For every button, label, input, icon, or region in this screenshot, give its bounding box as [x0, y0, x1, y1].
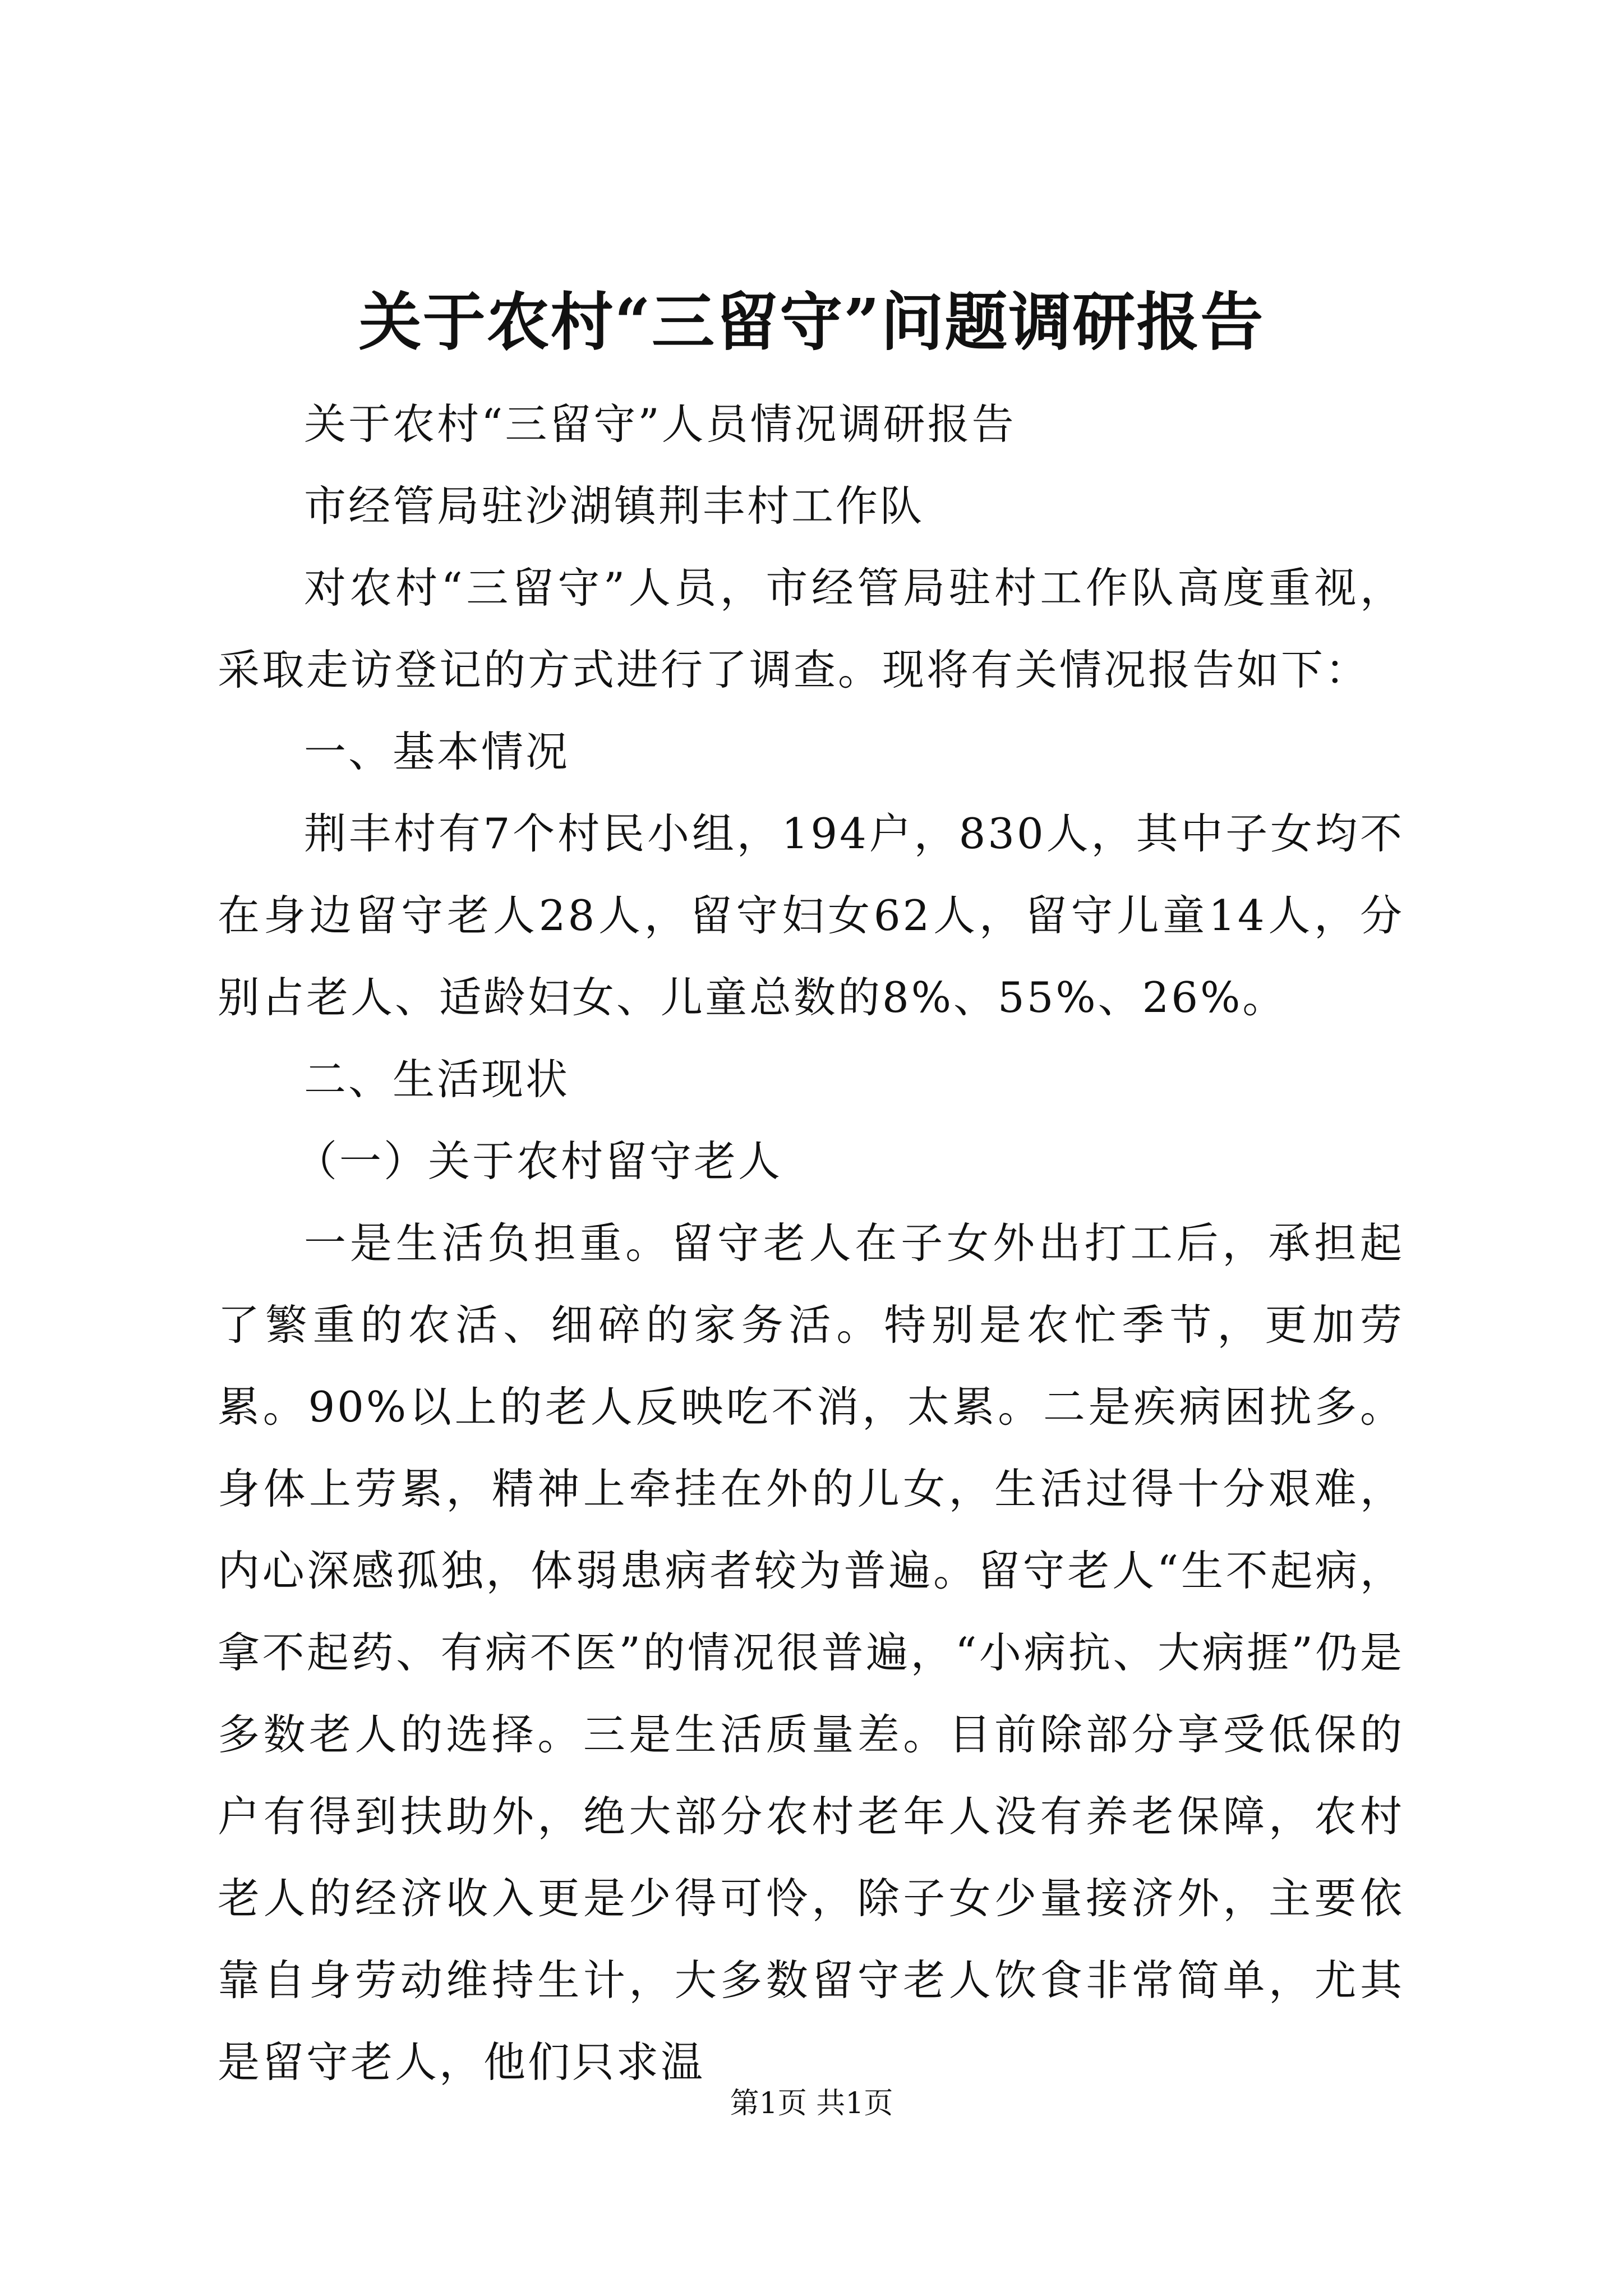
document-body: [218, 383, 1404, 2103]
report-author: 市经管局驻沙湖镇荆丰村工作队: [304, 481, 925, 531]
section-heading-basic: 一、基本情况: [304, 727, 570, 776]
basic-situation-paragraph: 荆丰村有7个村民小组，194户，830人，其中子女均不在身边留守老人28人，留守妇女62人，留守儿童14人，分别占老人、适龄妇女、儿童总数的8%、55%、26%。: [218, 809, 1404, 1022]
subsection-heading-elderly: （一）关于农村留守老人: [295, 1137, 783, 1186]
elderly-paragraph: 一是生活负担重。留守老人在子女外出打工后，承担起了繁重的农活、细碎的家务活。特别是农忙季节，更加劳累。90%以上的老人反映吃不消，太累。二是疾病困扰多。身体上劳累，精神上牵挂在外的儿女，生活过得十分艰难，内心深感孤独，体弱患病者较为普遍。留守老人“生不起病，拿不起药、有病不医”的情况很普遍，“小病抗、大病捱”仍是多数老人的选择。三是生活质量差。目前除部分享受低保的户有得到扶助外，绝大部分农村老年人没有养老保障，农村老人的经济收入更是少得可怜，除子女少量接济外，主要依靠自身劳动维持生计，大多数留守老人饮食非常简单，尤其是留守老人，他们只求温: [218, 1218, 1404, 2087]
intro-paragraph: 对农村“三留守”人员，市经管局驻村工作队高度重视，采取走访登记的方式进行了调查。现将有关情况报告如下：: [218, 563, 1404, 694]
document-title: 关于农村“三留守”问题调研报告: [358, 286, 1265, 359]
report-subtitle: 关于农村“三留守”人员情况调研报告: [304, 399, 1016, 449]
section-heading-status: 二、生活现状: [304, 1055, 570, 1104]
page-footer: 第1页 共1页: [730, 2087, 893, 2120]
